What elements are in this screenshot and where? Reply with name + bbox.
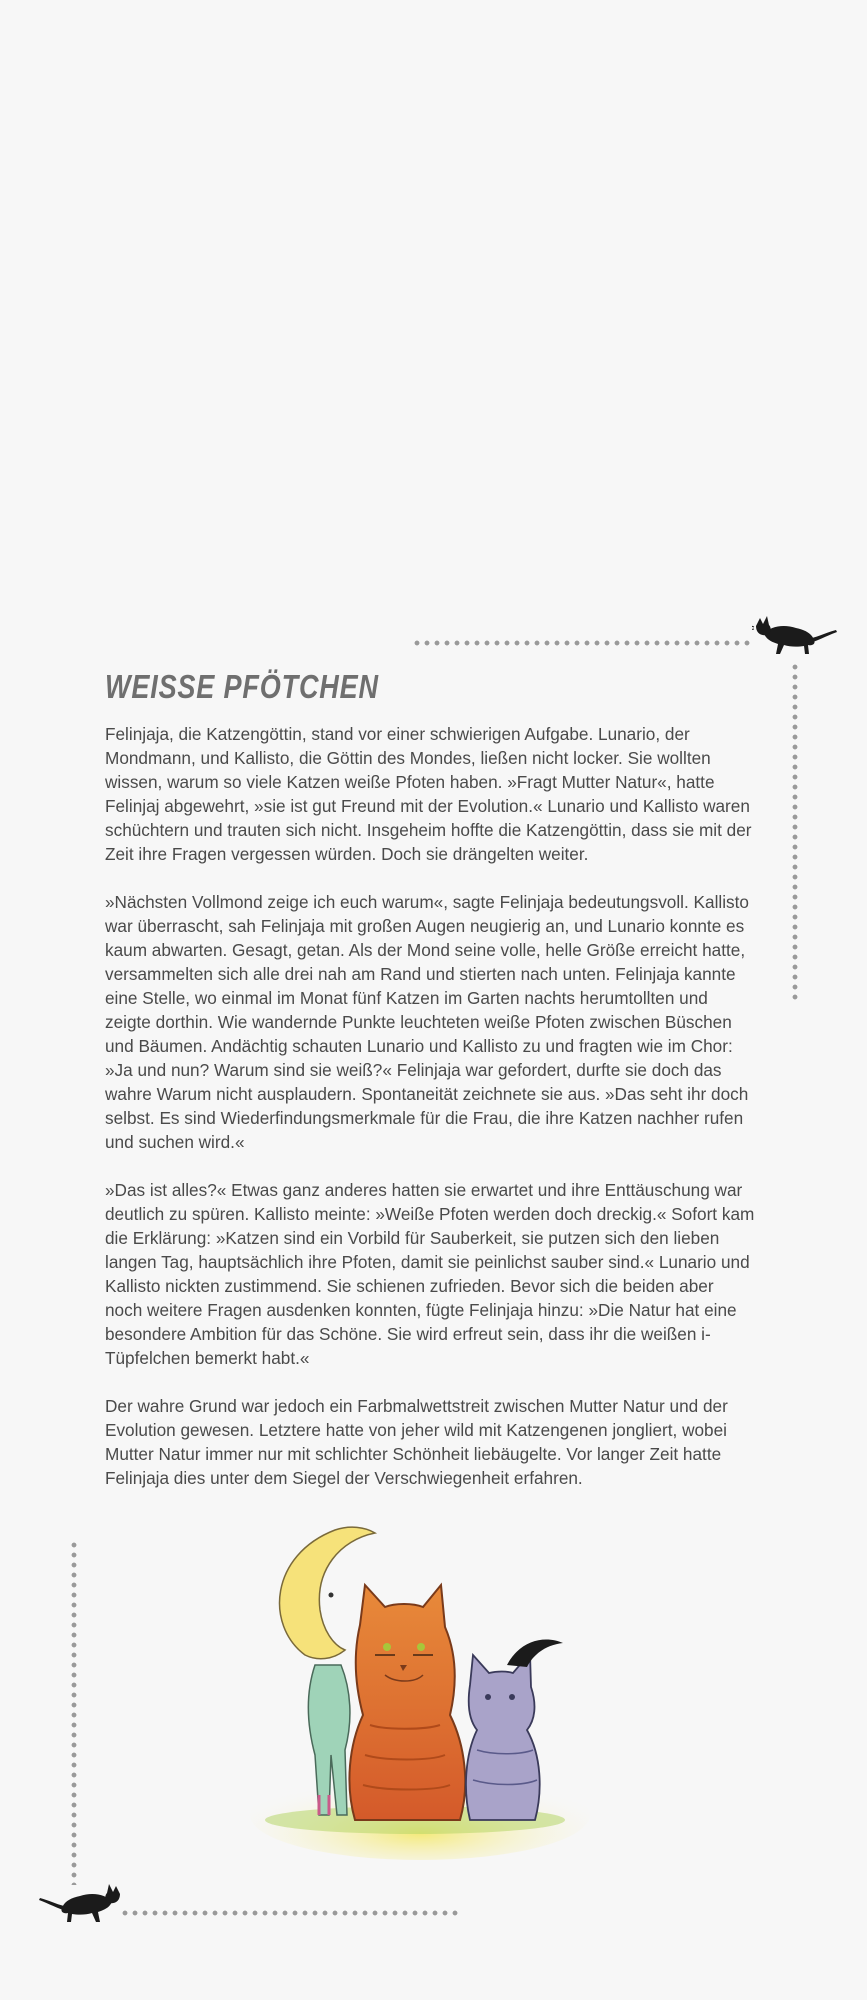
story-body <box>105 722 755 1514</box>
story-paragraph: »Das ist alles?« Etwas ganz anderes hatten sie erwartet und ihre Enttäuschung war deutlich zu spüren. Kallisto meinte: »Weiße Pfoten werden doch dreckig.« Sofort kam die Erklärung: »Katzen sind ein Vorbild für Sauberkeit, sie putzen sich den lieben langen Tag, hauptsächlich ihre Pfoten, damit sie peinlichst sauber sind.« Lunario und Kallisto nickten zustimmend. Sie schienen zufrieden. Bevor sich die beiden aber noch weitere Fragen ausdenken konnten, fügte Felinjaja hinzu: »Die Natur hat eine besondere Ambition für das Schöne. Sie wird erfreut sein, dass ihr die weißen i-Tüpfelchen bemerkt habt.« <box>105 1180 755 1368</box>
story-paragraph: Felinjaja, die Katzengöttin, stand vor einer schwierigen Aufgabe. Lunario, der Mondmann, und Kallisto, die Göttin des Mondes, ließen nicht locker. Sie wollten wissen, warum so viele Katzen weiße Pfoten haben. »Fragt Mutter Natur«, hatte Felinjaj abgewehrt, »sie ist gut Freund mit der Evolution.« Lunario und Kallisto waren schüchtern und trauten sich nicht. Insgeheim hoffte die Katzengöttin, dass sie mit der Zeit ihre Fragen vergessen würden. Doch sie drängelten weiter. <box>105 724 752 864</box>
story-paragraph: Der wahre Grund war jedoch ein Farbmalwettstreit zwischen Mutter Natur und der Evolution gewesen. Letztere hatte von jeher wild mit Katzengenen jongliert, wobei Mutter Natur immer nur mit schlichter Schönheit liebäugelte. Vor langer Zeit hatte Felinjaja dies unter dem Siegel der Verschwiegenheit erfahren. <box>105 1396 728 1488</box>
moon-man-and-cats-drawing <box>245 1515 590 1860</box>
bottom-dotted-line <box>120 1910 458 1916</box>
top-dotted-line <box>412 640 750 646</box>
right-dotted-line <box>792 662 798 1000</box>
black-cat-silhouette-icon <box>38 1880 124 1928</box>
left-dotted-line <box>71 1540 77 1885</box>
story-paragraph: »Nächsten Vollmond zeige ich euch warum«, sagte Felinjaja bedeutungsvoll. Kallisto war überrascht, sah Felinjaja mit großen Augen neugierig an, und Lunario konnte es kaum abwarten. Gesagt, getan. Als der Mond seine volle, helle Größe erreicht hatte, versammelten sich alle drei nah am Rand und stierten nach unten. Felinjaja kannte eine Stelle, wo einmal im Monat fünf Katzen im Garten nachts herumtollten und zeigte dorthin. Wie wandernde Punkte leuchteten weiße Pfoten zwischen Büschen und Bäumen. Andächtig schauten Lunario und Kallisto zu und fragten wie im Chor: »Ja und nun? Warum sind sie weiß?« Felinjaja war gefordert, durfte sie doch das wahre Warum nicht ausplaudern. Spontaneität zeichnete sie aus. »Das seht ihr doch selbst. Es sind Wiederfindungsmerkmale für die Frau, die ihre Katzen nachher rufen und suchen wird.« <box>105 892 749 1152</box>
black-cat-silhouette-icon <box>752 612 838 660</box>
story-title: WEISSE PFÖTCHEN <box>105 668 379 705</box>
